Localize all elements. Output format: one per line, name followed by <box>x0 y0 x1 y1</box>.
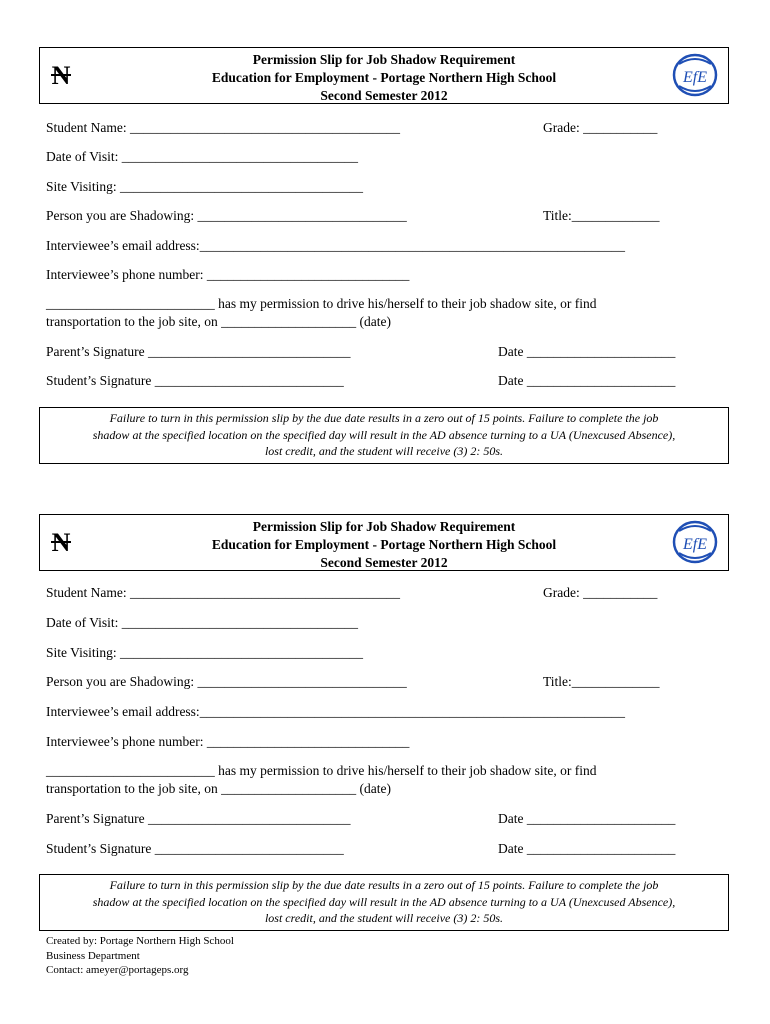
student-date-field[interactable]: Date ______________________ <box>498 373 676 388</box>
grade-field[interactable]: Grade: ___________ <box>543 585 658 600</box>
email-field[interactable]: Interviewee’s email address:_______________________________________________________________ <box>46 704 625 719</box>
student-signature-field[interactable]: Student’s Signature ____________________________ <box>46 373 344 388</box>
phone-field[interactable]: Interviewee’s phone number: ______________________________ <box>46 267 410 282</box>
grade-field[interactable]: Grade: ___________ <box>543 120 658 135</box>
department: Business Department <box>46 949 140 962</box>
created-by: Created by: Portage Northern High School <box>46 935 234 947</box>
parent-date-field[interactable]: Date ______________________ <box>498 811 676 826</box>
efe-logo-icon <box>671 52 719 98</box>
slip-header <box>39 47 729 104</box>
email-field[interactable]: Interviewee’s email address:_______________________________________________________________ <box>46 238 625 253</box>
title-field[interactable]: Title:_____________ <box>543 674 660 689</box>
parent-date-field[interactable]: Date ______________________ <box>498 344 676 359</box>
svg-text:N: N <box>51 528 71 557</box>
site-visiting-field[interactable]: Site Visiting: ____________________________________ <box>46 179 363 194</box>
phone-field[interactable]: Interviewee’s phone number: ______________________________ <box>46 734 410 749</box>
date-of-visit-field[interactable]: Date of Visit: ___________________________________ <box>46 149 359 164</box>
student-name-field[interactable]: Student Name: ________________________________________ <box>46 120 400 135</box>
slip-header <box>39 514 729 571</box>
permission-statement[interactable]: _________________________ has my permission to drive his/herself to their job shadow site, or find transportation to the job site, on ____________________ (date) <box>46 763 597 796</box>
notice-box: Failure to turn in this permission slip by the due date results in a zero out of 15 points. Failure to complete the job shadow at the specified location on the specified day will result in the AD absence turning to a UA (Unexcused Absence), lost credit, and the student will receive (3) 2: 50s. <box>39 874 729 931</box>
person-shadowing-field[interactable]: Person you are Shadowing: _______________________________ <box>46 208 407 223</box>
efe-logo-icon <box>671 519 719 565</box>
footer-credits <box>46 934 234 978</box>
student-date-field[interactable]: Date ______________________ <box>498 841 676 856</box>
notice-box: Failure to turn in this permission slip by the due date results in a zero out of 15 points. Failure to complete the job shadow at the specified location on the specified day will result in the AD absence turning to a UA (Unexcused Absence), lost credit, and the student will receive (3) 2: 50s. <box>39 407 729 464</box>
student-signature-field[interactable]: Student’s Signature ____________________________ <box>46 841 344 856</box>
svg-text:EfE: EfE <box>683 536 707 553</box>
person-shadowing-field[interactable]: Person you are Shadowing: _______________________________ <box>46 674 407 689</box>
contact: Contact: ameyer@portageps.org <box>46 964 189 976</box>
student-name-field[interactable]: Student Name: ________________________________________ <box>46 585 400 600</box>
date-of-visit-field[interactable]: Date of Visit: ___________________________________ <box>46 615 359 630</box>
parent-signature-field[interactable]: Parent’s Signature ______________________________ <box>46 344 351 359</box>
svg-text:N: N <box>51 61 71 90</box>
parent-signature-field[interactable]: Parent’s Signature ______________________________ <box>46 811 351 826</box>
slip-title: Permission Slip for Job Shadow Requirement Education for Employment - Portage Northern High School Second Semester 2012 <box>211 52 557 103</box>
slip-title: Permission Slip for Job Shadow Requirement Education for Employment - Portage Northern High School Second Semester 2012 <box>211 519 557 570</box>
svg-text:EfE: EfE <box>683 69 707 86</box>
permission-statement[interactable]: _________________________ has my permission to drive his/herself to their job shadow site, or find transportation to the job site, on ____________________ (date) <box>46 296 597 329</box>
site-visiting-field[interactable]: Site Visiting: ____________________________________ <box>46 645 363 660</box>
title-field[interactable]: Title:_____________ <box>543 208 660 223</box>
